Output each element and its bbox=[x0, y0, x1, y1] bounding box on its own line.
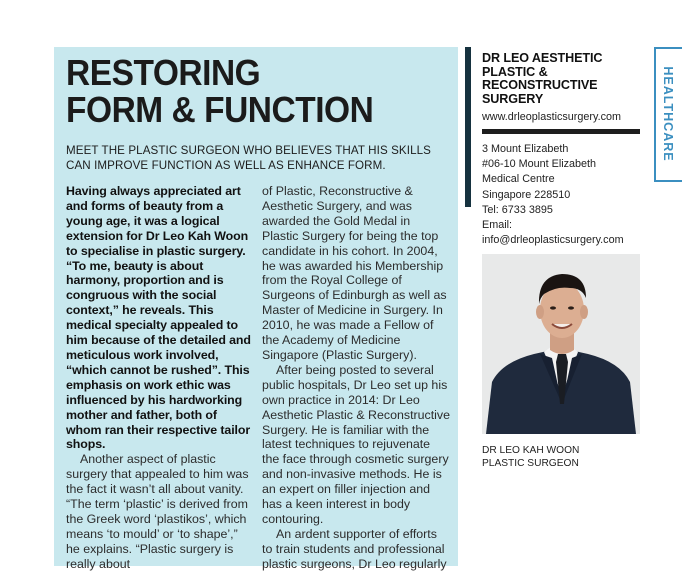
clinic-contact-block bbox=[482, 142, 652, 248]
address-line-4: Singapore 228510 bbox=[482, 188, 571, 201]
article-column-1 bbox=[66, 184, 254, 572]
caption-title: PLASTIC SURGEON bbox=[482, 457, 579, 469]
clinic-email-link[interactable]: info@drleoplasticsurgery.com bbox=[482, 234, 624, 247]
surgeon-portrait-photo bbox=[482, 254, 640, 434]
address-line-2: #06-10 Mount Elizabeth bbox=[482, 158, 597, 171]
col2-paragraph-2: After being posted to several public hospitals, Dr Leo set up his own practice in 2014: Dr Leo Aesthetic Plastic & Reconstructive Surgery. He is familiar with the latest techniques to rejuvenate the face through cosmetic surgery and non-invasive methods. He is an expert on filler injection and has a keen interest in body contouring. bbox=[262, 362, 451, 526]
col2-paragraph-3: An ardent supporter of efforts to train students and professional plastic surgeons, Dr Leo regularly bbox=[262, 526, 447, 571]
article-title bbox=[66, 54, 373, 128]
clinic-website-link[interactable]: www.drleoplasticsurgery.com bbox=[482, 111, 622, 123]
article-column-2 bbox=[262, 184, 450, 572]
sidebar-accent-bar bbox=[465, 47, 471, 207]
lead-paragraph: Having always appreciated art and forms of beauty from a young age, it was a logical extension for Dr Leo Kah Woon to specialise in plastic surgery. “To me, beauty is about harmony, proportion and is congruous with the social context,” he reveals. This medical specialty appealed to him because of the detailed and meticulous work involved, “which cannot be rushed”. This emphasis on work ethic was influenced by his hardworking mother and father, both of whom ran their respective tailor shops. bbox=[66, 184, 251, 452]
section-tab-label: HEALTHCARE bbox=[661, 66, 675, 162]
address-line-1: 3 Mount Elizabeth bbox=[482, 143, 569, 155]
photo-caption bbox=[482, 445, 579, 470]
clinic-telephone: Tel: 6733 3895 bbox=[482, 203, 553, 216]
title-line-2: FORM & FUNCTION bbox=[66, 89, 374, 130]
clinic-name: DR LEO AESTHETIC PLASTIC & RECONSTRUCTIVE SURGERY bbox=[482, 51, 603, 106]
body-paragraph-2: Another aspect of plastic surgery that appealed to him was the fact it wasn’t all about vanity. “The term ‘plastic’ is derived from the Greek word ‘plastikos’, which means ‘to mould’ or ‘to shape’,” he explains. “Plastic surgery is really about bbox=[66, 452, 249, 571]
sidebar-divider bbox=[482, 129, 640, 134]
portrait-illustration bbox=[482, 254, 640, 434]
article-dek: MEET THE PLASTIC SURGEON WHO BELIEVES THAT HIS SKILLS CAN IMPROVE FUNCTION AS WELL AS ENHANCE FORM. bbox=[66, 144, 432, 172]
title-line-1: RESTORING bbox=[66, 52, 261, 93]
col2-paragraph-1: of Plastic, Reconstructive & Aesthetic Surgery, and was awarded the Gold Medal in Plastic Surgery for being the top candidate in his cohort. In 2004, he was awarded his Membership from the Royal College of Surgeons of Edinburgh as well as Master of Medicine in Surgery. In 2010, he was made a Fellow of the Academy of Medicine Singapore (Plastic Surgery). bbox=[262, 184, 447, 362]
caption-name: DR LEO KAH WOON bbox=[482, 445, 580, 456]
email-label: Email: bbox=[482, 219, 512, 232]
address-line-3: Medical Centre bbox=[482, 173, 555, 186]
